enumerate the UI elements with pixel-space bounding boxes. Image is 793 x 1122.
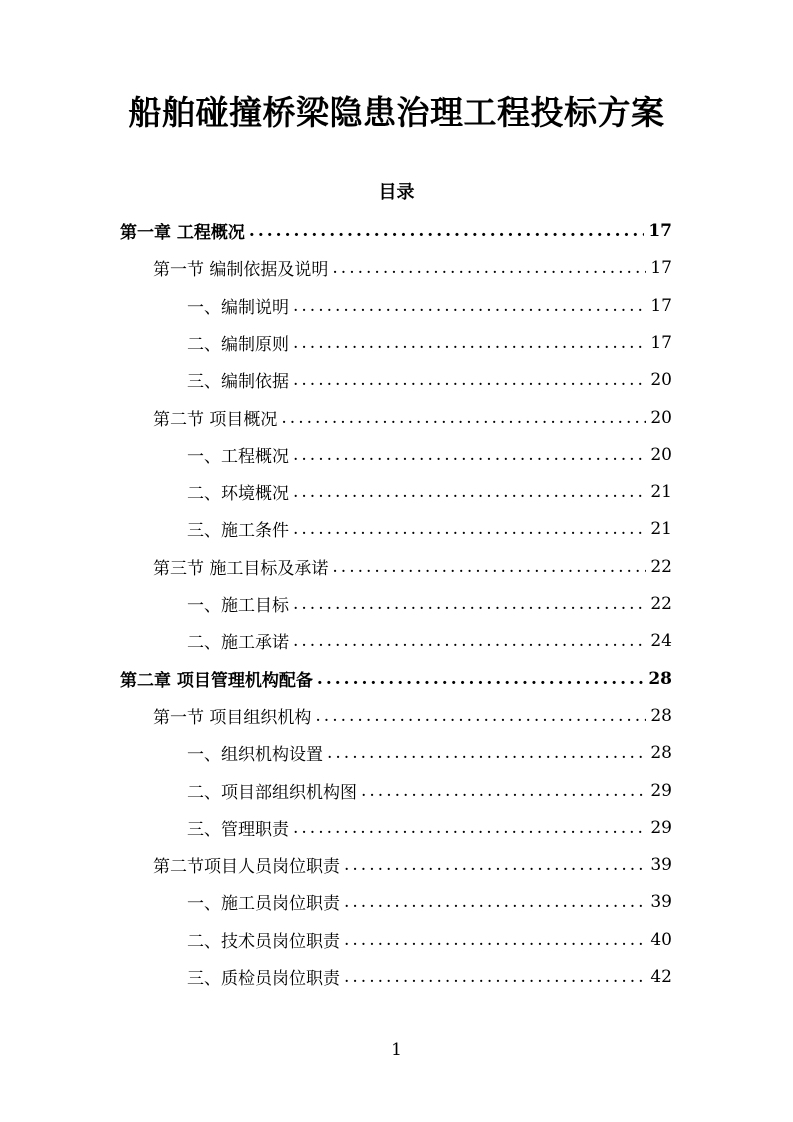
- toc-entry-label: 一、编制说明: [187, 298, 289, 318]
- toc-entry[interactable]: [187, 324, 672, 361]
- toc-entry-label: 第一节 编制依据及说明: [153, 260, 329, 280]
- toc-entry-label: 二、编制原则: [187, 335, 289, 355]
- toc-entry[interactable]: [187, 510, 672, 547]
- toc-entry[interactable]: [153, 548, 672, 585]
- toc-dot-leader: [344, 892, 646, 912]
- toc-entry[interactable]: [187, 734, 672, 771]
- toc-entry-label: 三、编制依据: [187, 372, 289, 392]
- toc-dot-leader: [293, 482, 646, 502]
- toc-entry[interactable]: [187, 622, 672, 659]
- toc-entry[interactable]: [187, 436, 672, 473]
- toc-entry-label: 一、施工目标: [187, 596, 289, 616]
- toc-entry[interactable]: [187, 921, 672, 958]
- toc-entry-page: 28: [648, 668, 672, 689]
- toc-entry[interactable]: [187, 958, 672, 995]
- toc-entry-page: 17: [648, 220, 672, 241]
- toc-dot-leader: [332, 557, 646, 577]
- toc-dot-leader: [293, 818, 646, 838]
- toc-entry-label: 三、管理职责: [187, 820, 289, 840]
- toc-entry-page: 40: [650, 929, 672, 950]
- toc-entry-label: 三、施工条件: [187, 521, 289, 541]
- toc-dot-leader: [332, 258, 646, 278]
- toc-entry-label: 第三节 施工目标及承诺: [153, 559, 329, 579]
- toc-entry-label: 三、质检员岗位职责: [187, 969, 340, 989]
- toc-entry-page: 17: [650, 257, 672, 278]
- toc-entry-label: 第二节项目人员岗位职责: [153, 857, 340, 877]
- toc-entry[interactable]: [120, 212, 672, 249]
- toc-entry-label: 二、施工承诺: [187, 633, 289, 653]
- toc-entry-page: 20: [650, 407, 672, 428]
- toc-entry-page: 17: [650, 295, 672, 316]
- toc-entry-page: 20: [650, 369, 672, 390]
- toc-entry-label: 一、工程概况: [187, 447, 289, 467]
- toc-dot-leader: [344, 930, 646, 950]
- page-number: 1: [391, 1040, 402, 1060]
- toc-entry[interactable]: [153, 846, 672, 883]
- toc-entry-label: 二、项目部组织机构图: [187, 783, 357, 803]
- toc-entry-page: 29: [650, 817, 672, 838]
- toc-entry-label: 二、环境概况: [187, 484, 289, 504]
- toc-entry[interactable]: [187, 772, 672, 809]
- toc-dot-leader: [249, 221, 644, 241]
- toc-entry-page: 20: [650, 444, 672, 465]
- toc-dot-leader: [344, 855, 646, 875]
- toc-entry-page: 29: [650, 780, 672, 801]
- toc-dot-leader: [327, 743, 646, 763]
- toc-entry[interactable]: [120, 660, 672, 697]
- toc-entry-label: 一、施工员岗位职责: [187, 894, 340, 914]
- toc-entry-label: 二、技术员岗位职责: [187, 932, 340, 952]
- toc-dot-leader: [293, 333, 646, 353]
- toc-dot-leader: [344, 967, 646, 987]
- toc-entry[interactable]: [153, 249, 672, 286]
- toc-entry-label: 第二节 项目概况: [153, 410, 278, 430]
- toc-entry-page: 28: [650, 742, 672, 763]
- toc-entry-page: 22: [650, 593, 672, 614]
- toc-entry-label: 第一章 工程概况: [120, 223, 245, 243]
- toc-dot-leader: [361, 781, 646, 801]
- toc-entry[interactable]: [153, 697, 672, 734]
- toc-dot-leader: [293, 631, 646, 651]
- toc-entry-page: 22: [650, 556, 672, 577]
- toc-entry-page: 24: [650, 630, 672, 651]
- toc-entry-label: 第一节 项目组织机构: [153, 708, 312, 728]
- toc-entry[interactable]: [187, 883, 672, 920]
- toc-dot-leader: [293, 370, 646, 390]
- toc-entry[interactable]: [187, 361, 672, 398]
- toc-dot-leader: [317, 669, 644, 689]
- toc-entry-page: 39: [650, 891, 672, 912]
- toc-dot-leader: [293, 296, 646, 316]
- toc-entry-label: 第二章 项目管理机构配备: [120, 671, 313, 691]
- toc-entry[interactable]: [187, 809, 672, 846]
- toc-entry-page: 21: [650, 481, 672, 502]
- toc-entry-page: 17: [650, 332, 672, 353]
- toc-heading: 目录: [378, 182, 415, 203]
- toc-dot-leader: [293, 594, 646, 614]
- toc-entry[interactable]: [187, 473, 672, 510]
- toc-entry-page: 21: [650, 518, 672, 539]
- toc-entry-page: 28: [650, 705, 672, 726]
- toc-dot-leader: [281, 408, 646, 428]
- toc-entry-page: 39: [650, 854, 672, 875]
- toc-dot-leader: [293, 519, 646, 539]
- document-title: 船舶碰撞桥梁隐患治理工程投标方案: [128, 93, 665, 132]
- toc-entry[interactable]: [187, 585, 672, 622]
- toc-entry[interactable]: [187, 287, 672, 324]
- toc-dot-leader: [315, 706, 646, 726]
- toc-entry-label: 一、组织机构设置: [187, 745, 323, 765]
- toc-dot-leader: [293, 445, 646, 465]
- toc-entry[interactable]: [153, 399, 672, 436]
- toc-entry-page: 42: [650, 966, 672, 987]
